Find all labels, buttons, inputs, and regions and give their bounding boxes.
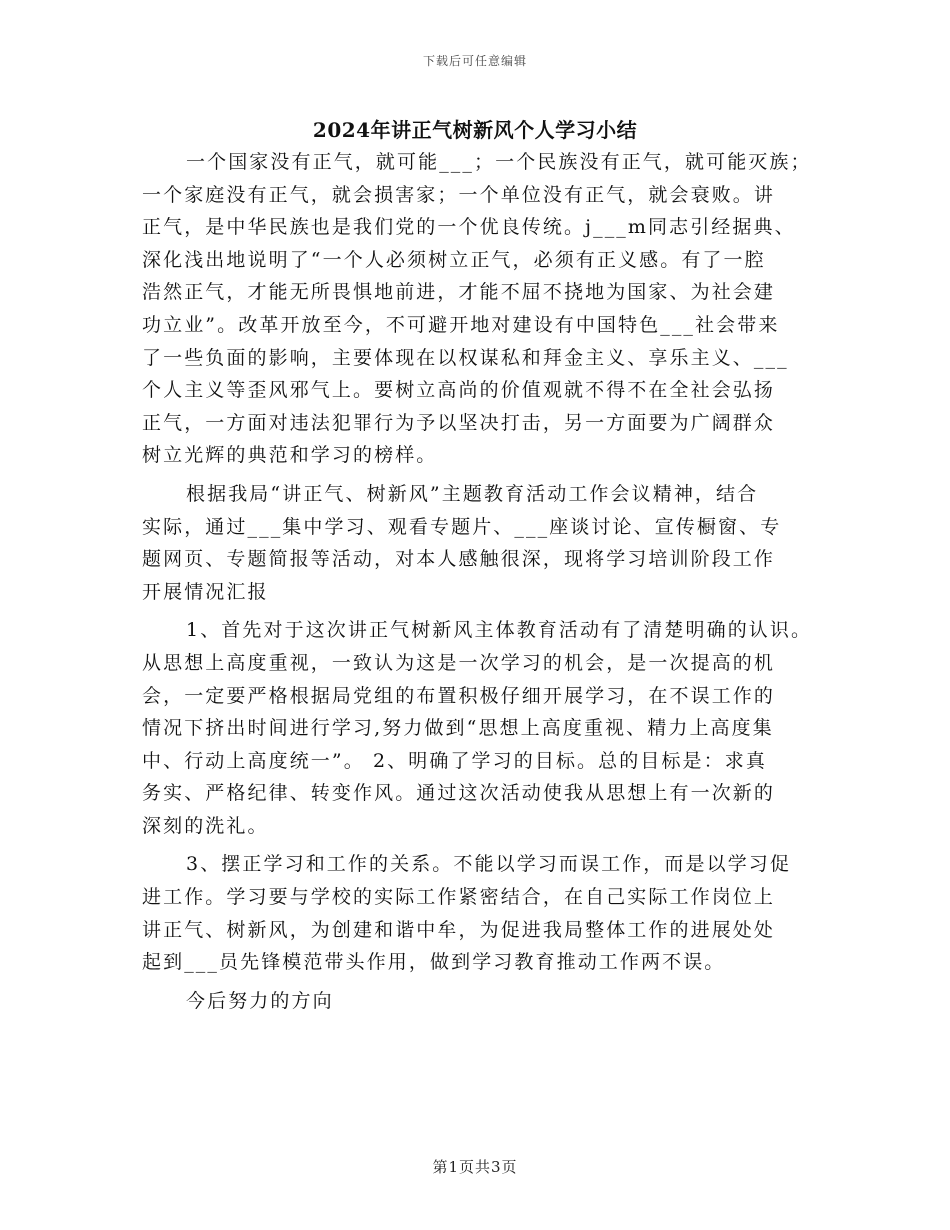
text-line: 根据我局“讲正气、树新风”主题教育活动工作会议精神，结合 [186,482,759,505]
page-number: 第1页共3页 [432,1158,518,1176]
text-line: 务实、严格纪律、转变作风。通过这次活动使我从思想上有一次新的 [142,782,776,805]
text-line: 讲正气、树新风，为创建和谐中牟，为促进我局整体工作的进展处处 [142,918,776,941]
text-line: 树立光辉的典范和学习的榜样。 [142,444,438,467]
text-line: 了一些负面的影响，主要体现在以权谋私和拜金主义、享乐主义、___ [142,346,789,369]
text-line: 起到___员先锋模范带头作用，做到学习教育推动工作两不误。 [142,951,726,974]
text-line: 从思想上高度重视，一致认为这是一次学习的机会，是一次提高的机 [142,651,776,674]
text-line: 一个家庭没有正气，就会损害家；一个单位没有正气，就会衰败。讲 [142,183,776,206]
text-line: 3、摆正学习和工作的关系。不能以学习而误工作，而是以学习促 [186,853,791,876]
text-line: 开展情况汇报 [142,580,269,603]
text-line: 1、首先对于这次讲正气树新风主体教育活动有了清楚明确的认识。 [186,619,813,642]
text-line: 题网页、专题简报等活动，对本人感触很深，现将学习培训阶段工作 [142,548,776,571]
text-line: 浩然正气，才能无所畏惧地前进，才能不屈不挠地为国家、为社会建 [142,281,776,304]
text-line: 会，一定要严格根据局党组的布置积极仔细开展学习，在不误工作的 [142,684,776,707]
text-line: 实际，通过___集中学习、观看专题片、___座谈讨论、宣传橱窗、专 [142,515,782,538]
text-line: 今后努力的方向 [186,989,334,1012]
paragraph-4 [142,848,822,978]
header-note: 下载后可任意编辑 [422,54,527,68]
document-title: 2024年讲正气树新风个人学习小结 [312,118,638,142]
document-body [142,146,822,1023]
text-line: 正气，一方面对违法犯罪行为予以坚决打击，另一方面要为广阔群众 [142,411,776,434]
text-line: 正气，是中华民族也是我们党的一个优良传统。j___m同志引经据典、 [142,216,796,239]
text-line: 深刻的洗礼。 [142,814,269,837]
text-line: 个人主义等歪风邪气上。要树立高尚的价值观就不得不在全社会弘扬 [142,379,776,402]
paragraph-5 [142,985,822,1018]
text-line: 一个国家没有正气，就可能___；一个民族没有正气，就可能灭族； [186,151,812,173]
text-line: 功立业”。改革开放至今，不可避开地对建设有中国特色___社会带来 [142,313,780,336]
text-line: 深化浅出地说明了“一个人必须树立正气，必须有正义感。有了一腔 [142,248,766,271]
paragraph-1 [142,146,822,472]
text-line: 情况下挤出时间进行学习,努力做到“思想上高度重视、精力上高度集 [142,717,774,740]
paragraph-3 [142,614,822,842]
text-line: 进工作。学习要与学校的实际工作紧密结合，在自己实际工作岗位上 [142,886,776,909]
text-line: 中、行动上高度统一”。 2、明确了学习的目标。总的目标是：求真 [142,749,767,772]
paragraph-2 [142,478,822,608]
